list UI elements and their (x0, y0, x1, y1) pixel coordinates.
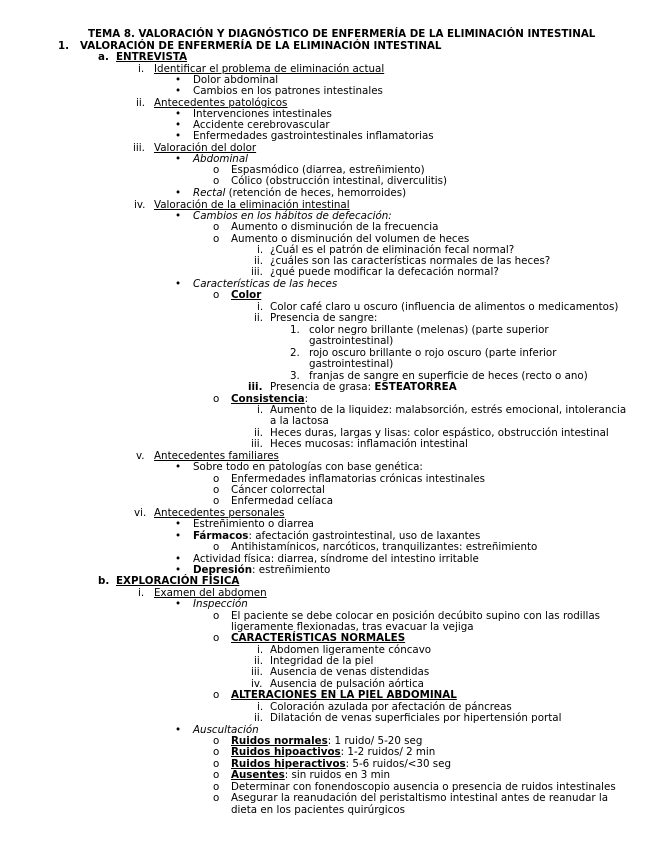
bullet-icon: • (175, 74, 182, 86)
list-number: ii. (254, 655, 263, 667)
bullet-icon: • (175, 108, 182, 120)
circle-bullet-icon: o (213, 689, 220, 701)
list-item-continuation: a la lactosa (270, 415, 329, 427)
ruidos-text: : 1 ruido/ 5-20 seg (327, 735, 423, 747)
circle-bullet-icon: o (213, 541, 220, 553)
circle-bullet-icon: o (213, 221, 220, 233)
bullet-icon: • (175, 530, 182, 542)
depresion-text: : estreñimiento (252, 564, 331, 576)
bullet-icon: • (175, 518, 182, 530)
list-number: iii. (248, 381, 263, 393)
list-number: i. (257, 244, 264, 256)
list-item (193, 188, 406, 200)
circle-bullet-icon: o (213, 484, 220, 496)
list-number: i. (138, 63, 145, 75)
circle-bullet-icon: o (213, 746, 220, 758)
circle-bullet-icon: o (213, 393, 220, 405)
list-item: Accidente cerebrovascular (193, 119, 330, 131)
list-item-continuation: dieta en los pacientes quirúrgicos (231, 804, 405, 816)
list-item: Color café claro u oscuro (influencia de alimentos o medicamentos) (270, 301, 619, 313)
circle-bullet-icon: o (213, 769, 220, 781)
item-heading: Identificar el problema de eliminación actual (154, 63, 385, 75)
bullet-icon: • (175, 119, 182, 131)
subsection-heading: ENTREVISTA (116, 51, 188, 63)
circle-bullet-icon: o (213, 495, 220, 507)
list-item: Actividad física: diarrea, síndrome del intestino irritable (193, 553, 479, 565)
list-number: ii. (254, 312, 263, 324)
list-number: iii. (133, 142, 145, 154)
list-item (231, 770, 390, 782)
farmacos-text: : afectación gastrointestinal, uso de laxantes (248, 530, 481, 542)
list-item: Ausencia de venas distendidas (270, 666, 430, 678)
bullet-icon: • (175, 85, 182, 97)
circle-bullet-icon: o (213, 792, 220, 804)
list-item: ¿Cuál es el patrón de eliminación fecal normal? (270, 244, 515, 256)
list-item: Características de las heces (193, 278, 338, 290)
list-item-continuation: ligeramente flexionadas, tras evacuar la vejiga (231, 621, 474, 633)
circle-bullet-icon: o (213, 758, 220, 770)
list-item: Cáncer colorrectal (231, 484, 325, 496)
list-item-continuation: gastrointestinal) (309, 335, 394, 347)
list-item: Espasmódico (diarrea, estreñimiento) (231, 164, 425, 176)
ruidos-text: : sin ruidos en 3 min (284, 769, 391, 781)
grasa-text: Presencia de grasa: (270, 381, 375, 393)
list-number: iii. (251, 666, 263, 678)
circle-bullet-icon: o (213, 175, 220, 187)
item-heading: Antecedentes personales (154, 507, 285, 519)
bullet-icon: • (175, 461, 182, 473)
list-item: Sobre todo en patologías con base genética: (193, 461, 423, 473)
circle-bullet-icon: o (213, 735, 220, 747)
circle-bullet-icon: o (213, 610, 220, 622)
list-item: Enfermedades inflamatorias crónicas intestinales (231, 473, 486, 485)
item-heading: CARACTERÍSTICAS NORMALES (231, 632, 406, 644)
list-number: i. (257, 644, 264, 656)
list-item: Asegurar la reanudación del peristaltismo intestinal antes de reanudar la (231, 792, 609, 804)
list-item: Dolor abdominal (193, 74, 279, 86)
ruidos-text: : 1-2 ruidos/ 2 min (340, 746, 436, 758)
bullet-icon: • (175, 153, 182, 165)
subsection-letter: a. (98, 51, 109, 63)
ruidos-text: : 5-6 ruidos/<30 seg (345, 758, 452, 770)
list-number: i. (138, 587, 145, 599)
list-number: 2. (290, 347, 300, 359)
list-item: Inspección (193, 598, 248, 610)
circle-bullet-icon: o (213, 632, 220, 644)
list-item: franjas de sangre en superficie de heces (recto o ano) (309, 370, 588, 382)
document-title: TEMA 8. VALORACIÓN Y DIAGNÓSTICO DE ENFERMERÍA DE LA ELIMINACIÓN INTESTINAL (88, 28, 596, 40)
list-item: Enfermedades gastrointestinales inflamatorias (193, 130, 434, 142)
list-item: Cambios en los hábitos de defecación: (193, 210, 392, 222)
item-heading: Antecedentes familiares (154, 450, 279, 462)
list-number: ii. (254, 712, 263, 724)
bullet-icon: • (175, 130, 182, 142)
item-heading: Examen del abdomen (154, 587, 267, 599)
list-item: Coloración azulada por afectación de páncreas (270, 701, 512, 713)
list-item: Dilatación de venas superficiales por hipertensión portal (270, 712, 562, 724)
section-heading: VALORACIÓN DE ENFERMERÍA DE LA ELIMINACIÓN INTESTINAL (80, 40, 442, 52)
list-number: i. (257, 404, 264, 416)
rectal-text: (retención de heces, hemorroides) (225, 187, 407, 199)
rectal-label: Rectal (193, 187, 226, 199)
circle-bullet-icon: o (213, 781, 220, 793)
list-item: El paciente se debe colocar en posición decúbito supino con las rodillas (231, 610, 601, 622)
list-item: Aumento de la liquidez: malabsorción, estrés emocional, intolerancia (270, 404, 627, 416)
ruidos-label: Ruidos hiperactivos (231, 758, 346, 770)
circle-bullet-icon: o (213, 233, 220, 245)
list-item: Heces duras, largas y lisas: color espástico, obstrucción intestinal (270, 427, 609, 439)
section-number: 1. (58, 40, 70, 52)
bullet-icon: • (175, 724, 182, 736)
depresion-label: Depresión (193, 564, 253, 576)
bullet-icon: • (175, 210, 182, 222)
list-item: ¿cuáles son las características normales de las heces? (270, 255, 551, 267)
list-number: 3. (290, 370, 300, 382)
list-item-continuation: gastrointestinal) (309, 358, 394, 370)
list-item: Abdominal (193, 153, 249, 165)
list-item: Cambios en los patrones intestinales (193, 85, 383, 97)
list-item: Auscultación (193, 724, 259, 736)
bullet-icon: • (175, 553, 182, 565)
bullet-icon: • (175, 564, 182, 576)
list-number: ii. (136, 97, 145, 109)
list-number: iii. (251, 438, 263, 450)
circle-bullet-icon: o (213, 164, 220, 176)
list-item: rojo oscuro brillante o rojo oscuro (parte inferior (309, 347, 557, 359)
list-number: iv. (134, 199, 146, 211)
bullet-icon: • (175, 187, 182, 199)
list-item: Integridad de la piel (270, 655, 374, 667)
list-item (231, 747, 435, 759)
list-item: ¿qué puede modificar la defecación normal? (270, 266, 499, 278)
list-number: ii. (254, 255, 263, 267)
consistencia-label: Consistencia (231, 393, 305, 405)
subsection-heading: EXPLORACIÓN FÍSICA (116, 575, 240, 587)
list-number: vi. (134, 507, 147, 519)
item-heading: Color (231, 289, 262, 301)
list-number: iv. (251, 678, 263, 690)
list-item: Ausencia de pulsación aórtica (270, 678, 424, 690)
circle-bullet-icon: o (213, 473, 220, 485)
list-item: Heces mucosas: inflamación intestinal (270, 438, 468, 450)
list-number: 1. (290, 324, 300, 336)
list-item: Intervenciones intestinales (193, 108, 332, 120)
list-item: Aumento o disminución del volumen de heces (231, 233, 470, 245)
list-item: Aumento o disminución de la frecuencia (231, 221, 439, 233)
ruidos-label: Ruidos hipoactivos (231, 746, 341, 758)
bullet-icon: • (175, 598, 182, 610)
item-heading: Valoración del dolor (154, 142, 257, 154)
item-heading: Antecedentes patológicos (154, 97, 288, 109)
list-item: Enfermedad celíaca (231, 495, 334, 507)
bullet-icon: • (175, 278, 182, 290)
list-item: Presencia de sangre: (270, 312, 378, 324)
list-item: color negro brillante (melenas) (parte superior (309, 324, 549, 336)
circle-bullet-icon: o (213, 289, 220, 301)
consistencia-colon: : (304, 393, 309, 405)
item-heading: Valoración de la eliminación intestinal (154, 199, 350, 211)
ruidos-label: Ruidos normales (231, 735, 328, 747)
esteatorrea-label: ESTEATORREA (374, 381, 457, 393)
list-number: v. (136, 450, 145, 462)
list-number: iii. (251, 266, 263, 278)
list-item: Determinar con fonendoscopio ausencia o presencia de ruidos intestinales (231, 781, 616, 793)
farmacos-label: Fármacos (193, 530, 249, 542)
list-number: ii. (254, 427, 263, 439)
subsection-letter: b. (98, 575, 110, 587)
list-item: Cólico (obstrucción intestinal, diverculitis) (231, 175, 448, 187)
list-number: i. (257, 701, 264, 713)
list-item (270, 382, 457, 394)
item-heading: ALTERACIONES EN LA PIEL ABDOMINAL (231, 689, 457, 701)
list-item: Antihistamínicos, narcóticos, tranquilizantes: estreñimiento (231, 541, 538, 553)
ruidos-label: Ausentes (231, 769, 285, 781)
list-number: i. (257, 301, 264, 313)
list-item: Abdomen ligeramente cóncavo (270, 644, 432, 656)
list-item: Estreñimiento o diarrea (193, 518, 314, 530)
